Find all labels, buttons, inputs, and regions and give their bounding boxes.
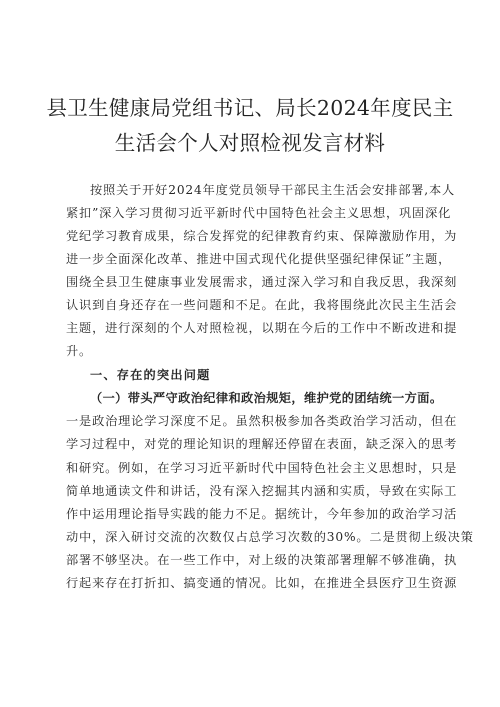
intro-line: 围绕全县卫生健康事业发展需求，通过深入学习和自我反思，我深刻	[66, 275, 458, 289]
section-heading: 一、存在的突出问题	[90, 368, 211, 382]
body-line: 作中运用理论指导实践的能力不足。据统计，今年参加的政治学习活	[66, 507, 458, 521]
intro-line: 党纪学习教育成果，综合发挥党的纪律教育约束、保障激励作用，为	[66, 229, 458, 243]
intro-line: 按照关于开好2024年度党员领导干部民主生活会安排部署,本人	[90, 183, 456, 197]
body-line: 行起来存在打折扣、搞变通的情况。比如，在推进全县医疗卫生资源	[66, 576, 458, 590]
document-title-line-1: 县卫生健康局党组书记、局长2024年度民主	[46, 96, 454, 120]
body-line: 学习过程中，对党的理论知识的理解还停留在表面，缺乏深入的思考	[66, 437, 458, 451]
intro-line: 认识到自身还存在一些问题和不足。在此，我将围绕此次民主生活会	[66, 298, 458, 312]
body-line: 简单地通读文件和讲话，没有深入挖掘其内涵和实质，导致在实际工	[66, 484, 458, 498]
subsection-heading: （一）带头严守政治纪律和政治规矩，维护党的团结统一方面。	[90, 391, 443, 405]
body-line: 一是政治理论学习深度不足。虽然积极参加各类政治学习活动，但在	[66, 414, 458, 428]
body-line: 和研究。例如，在学习习近平新时代中国特色社会主义思想时，只是	[66, 461, 458, 475]
body-line: 部署不够坚决。在一些工作中，对上级的决策部署理解不够准确，执	[66, 553, 458, 567]
intro-line: 进一步全面深化改革、推进中国式现代化提供坚强纪律保证”主题，	[66, 252, 452, 266]
document-title-line-2: 生活会个人对照检视发言材料	[114, 131, 386, 155]
intro-line: 紧扣”深入学习贯彻习近平新时代中国特色社会主义思想，巩固深化	[66, 206, 452, 220]
intro-line: 升。	[66, 344, 93, 358]
body-line: 动中，深入研讨交流的次数仅占总学习次数的30%。二是贯彻上级决策	[66, 530, 474, 544]
intro-line: 主题，进行深刻的个人对照检视，以期在今后的工作中不断改进和提	[66, 321, 458, 335]
